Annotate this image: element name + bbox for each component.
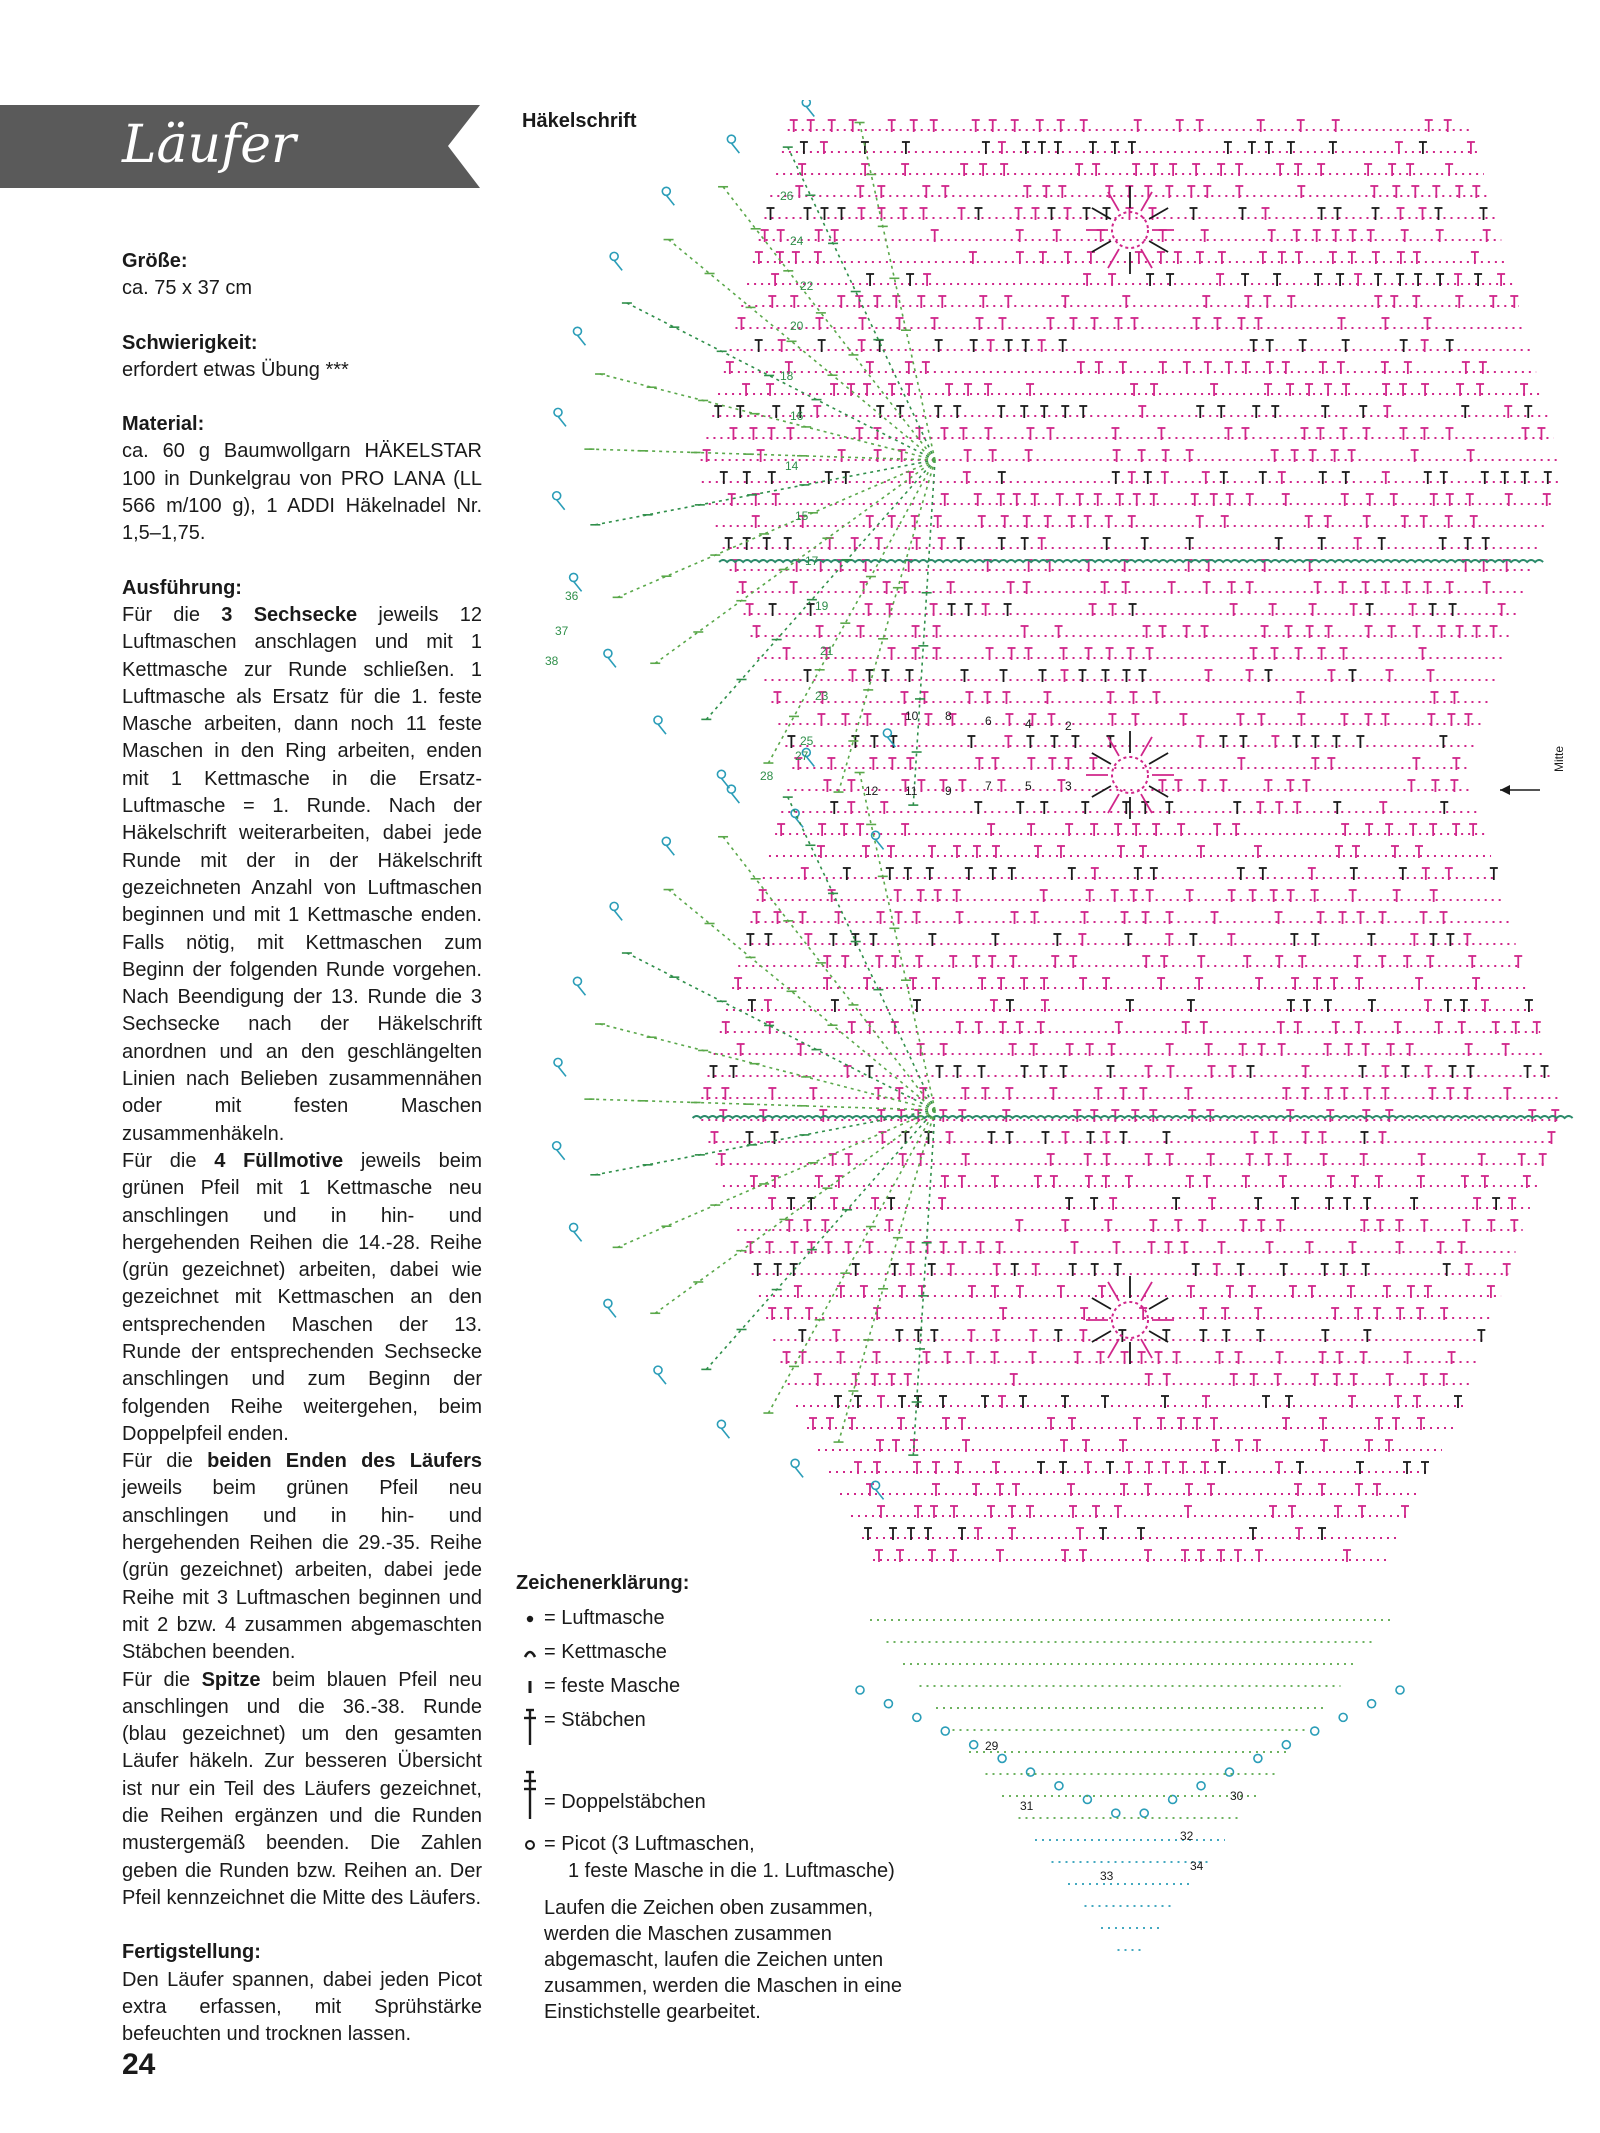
picot	[1311, 1727, 1319, 1735]
round-number: 10	[905, 709, 919, 723]
dot-icon	[516, 1605, 544, 1632]
round-number: 7	[985, 779, 992, 793]
edge-stitch	[658, 724, 666, 734]
picot	[573, 327, 581, 335]
edge-stitch	[795, 817, 803, 827]
instructions-fill-motifs: Für die 4 Füllmotive jeweils beim grünen Pfeil mit 1 Kettmasche neu anschlingen und in hin- und hergehenden Reihen die 14.-28. Reihe (grün gezeichnet) arbeiten, dabei wie gezeichnet mit Kettmaschen an den entsprechenden Maschen der 13. Runde der entsprechenden Sechsecke anschlingen und zum Beginn der folgenden Reihe weitergehen, beim Doppelpfeil enden.	[122, 1149, 482, 1445]
picot	[570, 573, 578, 581]
arc-icon	[516, 1639, 544, 1666]
symbol-legend	[516, 1570, 916, 2025]
round-number: 8	[945, 709, 952, 723]
round-number: 34	[1190, 1859, 1204, 1873]
picot	[872, 831, 880, 839]
round-number: 3	[1065, 779, 1072, 793]
bar-icon	[516, 1673, 544, 1700]
picot	[662, 837, 670, 845]
edge-stitch	[577, 335, 585, 345]
spoke	[1149, 1298, 1168, 1309]
fan-ray	[596, 1023, 935, 1110]
instructions-ends: Für die beiden Enden des Läufers jeweils beim grünen Pfeil neu anschlingen und in hin- und hergehenden Reihen die 29.-35. Reihe (grün gezeichnet) arbeiten, dabei jede Reihe mit 3 Luftmaschen beginnen und mit 2 bzw. 4 zusammen abgemaschten Stäbchen beenden.	[122, 1450, 482, 1664]
picot	[553, 492, 561, 500]
legend-item-chain: = Luftmasche	[516, 1605, 916, 1639]
title-banner	[0, 105, 480, 188]
fan-ray	[859, 119, 935, 460]
edge-stitch	[558, 1066, 566, 1076]
round-number: 33	[1100, 1869, 1114, 1883]
round-number: 26	[780, 189, 794, 203]
fan-ray	[721, 834, 935, 1110]
round-number: 22	[800, 279, 814, 293]
picot	[654, 1366, 662, 1374]
edge-stitch	[558, 416, 566, 426]
picot	[1055, 1782, 1063, 1790]
picot	[727, 785, 735, 793]
picot	[1169, 1795, 1177, 1803]
picot	[791, 809, 799, 817]
picot	[883, 729, 891, 737]
picot	[1140, 1809, 1148, 1817]
spoke	[1149, 786, 1168, 797]
edge-stitch	[721, 1428, 729, 1438]
pattern-instructions	[122, 248, 482, 2048]
picot	[1225, 1768, 1233, 1776]
page-number: 24	[122, 2048, 156, 2081]
picot	[1282, 1741, 1290, 1749]
edge-stitch	[658, 1374, 666, 1384]
picot	[802, 100, 810, 106]
fan-ray	[592, 460, 935, 526]
round-number: 11	[905, 784, 918, 798]
edge-stitch	[577, 985, 585, 995]
ring-icon	[516, 1831, 544, 1858]
picot	[654, 716, 662, 724]
finishing-text: Den Läufer spannen, dabei jeden Picot extra erfassen, mit Sprühstärke befeuchten und trocknen lassen.	[122, 1968, 482, 2046]
spoke	[1092, 786, 1111, 797]
picot	[1254, 1754, 1262, 1762]
material-value: ca. 60 g Baumwollgarn HÄKELSTAR 100 in Dunkelgrau von PRO LANA (LL 566 m/100 g), 1 ADDI Häkelnadel Nr. 1,5–1,75.	[122, 440, 482, 545]
spoke	[1141, 1282, 1152, 1301]
size-value: ca. 75 x 37 cm	[122, 277, 253, 300]
picot	[727, 135, 735, 143]
edge-stitch	[557, 1150, 565, 1160]
edge-stitch	[731, 143, 739, 153]
edge-stitch	[614, 910, 622, 920]
edge-stitch	[806, 106, 814, 116]
legend-title: Zeichenerklärung:	[516, 1572, 690, 1594]
round-number: 25	[800, 734, 814, 748]
fan-ray	[652, 1110, 935, 1315]
round-number: 23	[815, 689, 829, 703]
fan-ray	[721, 184, 935, 460]
round-number: 12	[865, 784, 879, 798]
hexagon-center	[1112, 757, 1148, 793]
picot	[791, 1459, 799, 1467]
round-number: 31	[1020, 1799, 1034, 1813]
page-title: Läufer	[122, 115, 296, 175]
picot	[553, 1142, 561, 1150]
edge-stitch	[574, 1231, 582, 1241]
round-number: 30	[1230, 1789, 1244, 1803]
picot	[604, 649, 612, 657]
fan-ray	[859, 769, 935, 1110]
edge-stitch	[666, 845, 674, 855]
spoke	[1108, 794, 1119, 813]
round-number: 6	[985, 714, 992, 728]
join-line	[693, 1116, 1573, 1118]
spoke	[1149, 753, 1168, 764]
round-number: 18	[780, 369, 794, 383]
instructions-hexagons: Für die 3 Sechsecke jeweils 12 Luftmaschen anschlagen und mit 1 Kettmasche zur Runde schließen. 1 Luftmasche als Ersatz für die 1. feste Masche arbeiten, dann noch 11 feste Maschen in den Ring arbeiten, enden mit 1 Kettmasche in die Ersatz-Luftmasche = 1. Runde. Nach der Häkelschrift weiterarbeiten, dabei jede Runde mit der in der Häkelschrift gezeichneten Anzahl von Luftmaschen beginnen und mit 1 Kettmasche enden. Falls nötig, mit Kettmaschen zum Beginn der folgenden Runde vorgehen. Nach Beendigung der 13. Runde die 3 Sechsecke nach der Häkelschrift anordnen und an den geschlängelten Linien nach Belieben zusammennähen oder mit festen Maschen zusammenhäkeln.	[122, 603, 482, 1145]
finishing-label: Fertigstellung:	[122, 1941, 261, 1964]
round-number: 36	[565, 589, 579, 603]
round-number: 20	[790, 319, 804, 333]
picot	[662, 187, 670, 195]
round-number: 37	[555, 624, 569, 638]
spoke	[1092, 1298, 1111, 1309]
double-cross-icon	[516, 1769, 544, 1821]
legend-item-treble-crochet: = Doppelstäbchen	[516, 1769, 916, 1831]
picot	[1197, 1782, 1205, 1790]
legend-item-double-crochet: = Stäbchen	[516, 1707, 916, 1769]
round-number: 15	[795, 509, 809, 523]
round-number: 32	[1180, 1829, 1194, 1843]
picot	[941, 1727, 949, 1735]
instructions-edging: Für die Spitze beim blauen Pfeil neu anschlingen und die 36.-38. Runde (blau gezeichnet) um den gesamten Läufer häkeln. Zur besseren Übersicht ist nur ein Teil des Läufers gezeichnet, die Reihen ergänzen und die Runden mustergemäß beenden. Die Zahlen geben die Runden bzw. Reihen an. Der Pfeil kennzeichnet die Mitte des Läufers.	[122, 1668, 482, 1909]
spoke	[1149, 241, 1168, 252]
instructions-label: Ausführung:	[122, 576, 242, 599]
picot	[610, 252, 618, 260]
round-number: 14	[785, 459, 799, 473]
fan-ray	[652, 460, 935, 665]
cross-icon	[516, 1707, 544, 1747]
size-label: Größe:	[122, 250, 188, 272]
edge-stitch	[795, 1467, 803, 1477]
fan-ray	[614, 460, 935, 599]
legend-item-slip-stitch: = Kettmasche	[516, 1639, 916, 1673]
round-number: 16	[790, 409, 804, 423]
picot	[872, 1481, 880, 1489]
picot	[610, 902, 618, 910]
picot	[717, 1420, 725, 1428]
round-number: 4	[1025, 717, 1032, 731]
spoke	[1092, 1331, 1111, 1342]
difficulty-value: erfordert etwas Übung ***	[122, 358, 349, 381]
round-number: 9	[945, 784, 952, 798]
edge-stitch	[666, 195, 674, 205]
material-label: Material:	[122, 413, 205, 436]
round-number: 27	[795, 749, 809, 763]
picot	[717, 770, 725, 778]
fan-ray	[704, 1110, 935, 1372]
round-number: 38	[545, 654, 559, 668]
spoke	[1108, 249, 1119, 268]
spoke	[1108, 1282, 1119, 1301]
legend-item-single-crochet: = feste Masche	[516, 1673, 916, 1707]
spoke	[1092, 241, 1111, 252]
spoke	[1108, 1339, 1119, 1358]
picot	[573, 977, 581, 985]
edge-stitch	[557, 500, 565, 510]
picot	[1396, 1686, 1404, 1694]
round-number: 17	[805, 554, 819, 568]
edge-stitch	[731, 793, 739, 803]
picot	[1027, 1768, 1035, 1776]
chart-title: Häkelschrift	[522, 110, 637, 132]
spoke	[1141, 1339, 1152, 1358]
round-number: 2	[1065, 719, 1072, 733]
spoke	[1141, 794, 1152, 813]
picot	[554, 1058, 562, 1066]
edge-stitch	[608, 657, 616, 667]
picot	[1112, 1809, 1120, 1817]
picot	[1368, 1700, 1376, 1708]
center-arrowhead	[1500, 785, 1510, 795]
round-number: 24	[790, 234, 804, 248]
legend-note: Laufen die Zeichen oben zusammen, werden die Maschen zusammen abgemascht, laufen die Zeichen unten zusammen, werden die Maschen in eine Einstichstelle gearbeitet.	[544, 1897, 902, 2023]
round-number: 29	[985, 1739, 999, 1753]
round-number: 28	[760, 769, 774, 783]
picot	[998, 1754, 1006, 1762]
round-number: 5	[1025, 779, 1032, 793]
picot	[570, 1223, 578, 1231]
fan-ray	[786, 794, 935, 1110]
difficulty-label: Schwierigkeit:	[122, 331, 258, 354]
edge-stitch	[614, 260, 622, 270]
center-label: Mitte	[1552, 745, 1566, 772]
round-number: 21	[820, 644, 834, 658]
edge-stitch	[608, 1307, 616, 1317]
fan-ray	[596, 373, 935, 460]
spoke	[1141, 249, 1152, 268]
legend-item-picot: = Picot (3 Luftmaschen, 1 feste Masche in die 1. Luftmasche)	[516, 1831, 916, 1893]
picot	[970, 1741, 978, 1749]
picot	[604, 1299, 612, 1307]
picot	[554, 408, 562, 416]
fan-ray	[666, 237, 935, 460]
round-number: 19	[815, 599, 829, 613]
picot	[1339, 1713, 1347, 1721]
fan-ray	[624, 951, 935, 1110]
